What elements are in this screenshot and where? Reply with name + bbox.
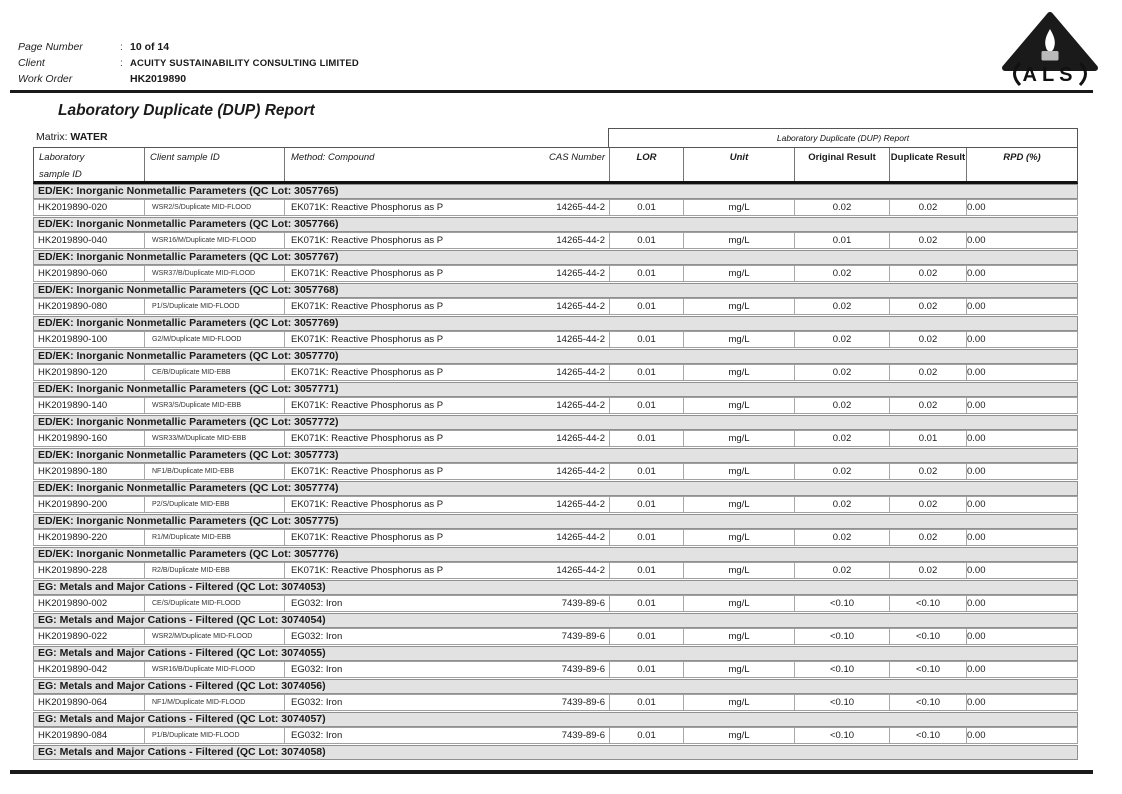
method-compound: EK071K: Reactive Phosphorus as P xyxy=(291,268,444,279)
client-sample-id: WSR33/M/Duplicate MID-EBB xyxy=(144,431,284,446)
section-header: ED/EK: Inorganic Nonmetallic Parameters (QC Lot: 3057770) xyxy=(33,349,1078,364)
page-bottom-rule xyxy=(10,770,1093,774)
section-header: EG: Metals and Major Cations - Filtered (QC Lot: 3074056) xyxy=(33,679,1078,694)
col-lab-line2: sample ID xyxy=(39,169,82,180)
report-title: Laboratory Duplicate (DUP) Report xyxy=(58,102,315,119)
section-header: ED/EK: Inorganic Nonmetallic Parameters (QC Lot: 3057771) xyxy=(33,382,1078,397)
table-row xyxy=(33,694,1078,711)
method-cell xyxy=(284,398,609,413)
lor-value: 0.01 xyxy=(609,200,683,215)
lor-value: 0.01 xyxy=(609,695,683,710)
method-compound: EG032: Iron xyxy=(291,730,343,741)
unit-value: mg/L xyxy=(683,398,794,413)
client-line xyxy=(18,54,359,70)
original-result: <0.10 xyxy=(794,728,889,743)
section-header: EG: Metals and Major Cations - Filtered (QC Lot: 3074053) xyxy=(33,580,1078,595)
section-header: ED/EK: Inorganic Nonmetallic Parameters (QC Lot: 3057767) xyxy=(33,250,1078,265)
client-sample-id: NF1/M/Duplicate MID-FLOOD xyxy=(144,695,284,710)
original-result: <0.10 xyxy=(794,662,889,677)
method-compound: EK071K: Reactive Phosphorus as P xyxy=(291,532,444,543)
header-rule xyxy=(10,90,1093,93)
method-cell xyxy=(284,266,609,281)
client-sample-id: P2/S/Duplicate MID-EBB xyxy=(144,497,284,512)
original-result: 0.02 xyxy=(794,530,889,545)
client-sample-id: NF1/B/Duplicate MID-EBB xyxy=(144,464,284,479)
section-header: ED/EK: Inorganic Nonmetallic Parameters (QC Lot: 3057773) xyxy=(33,448,1078,463)
duplicate-result: 0.01 xyxy=(889,431,966,446)
cas-number: 14265-44-2 xyxy=(556,466,605,477)
duplicate-result: <0.10 xyxy=(889,629,966,644)
method-cell xyxy=(284,629,609,644)
lor-value: 0.01 xyxy=(609,233,683,248)
lor-value: 0.01 xyxy=(609,266,683,281)
rpd-value: 0.00 xyxy=(967,367,986,378)
section-header: EG: Metals and Major Cations - Filtered (QC Lot: 3074055) xyxy=(33,646,1078,661)
unit-value: mg/L xyxy=(683,431,794,446)
lab-sample-id: HK2019890-064 xyxy=(38,697,108,708)
section-header: ED/EK: Inorganic Nonmetallic Parameters (QC Lot: 3057768) xyxy=(33,283,1078,298)
unit-value: mg/L xyxy=(683,233,794,248)
section-header: ED/EK: Inorganic Nonmetallic Parameters (QC Lot: 3057772) xyxy=(33,415,1078,430)
unit-value: mg/L xyxy=(683,299,794,314)
unit-value: mg/L xyxy=(683,365,794,380)
span-header-text: Laboratory Duplicate (DUP) Report xyxy=(776,133,910,143)
unit-value: mg/L xyxy=(683,695,794,710)
table-column-header xyxy=(33,147,1078,184)
original-result: 0.02 xyxy=(794,266,889,281)
lor-value: 0.01 xyxy=(609,563,683,578)
original-result: 0.01 xyxy=(794,233,889,248)
section-header: ED/EK: Inorganic Nonmetallic Parameters (QC Lot: 3057774) xyxy=(33,481,1078,496)
table-row xyxy=(33,628,1078,645)
table-row xyxy=(33,727,1078,744)
lab-sample-id: HK2019890-042 xyxy=(38,664,108,675)
original-result: 0.02 xyxy=(794,464,889,479)
rpd-value: 0.00 xyxy=(967,202,986,213)
client-value: ACUITY SUSTAINABILITY CONSULTING LIMITED xyxy=(130,58,359,69)
rpd-value: 0.00 xyxy=(967,631,986,642)
original-result: 0.02 xyxy=(794,365,889,380)
method-cell xyxy=(284,464,609,479)
matrix-value: WATER xyxy=(70,131,108,143)
method-cell xyxy=(284,695,609,710)
cas-number: 7439-89-6 xyxy=(561,697,605,708)
logo-burner-base-icon xyxy=(1042,51,1059,61)
cas-number: 14265-44-2 xyxy=(556,268,605,279)
page-header xyxy=(18,38,359,86)
method-compound: EG032: Iron xyxy=(291,664,343,675)
section-header: ED/EK: Inorganic Nonmetallic Parameters (QC Lot: 3057775) xyxy=(33,514,1078,529)
unit-value: mg/L xyxy=(683,662,794,677)
method-cell xyxy=(284,596,609,611)
table-span-header xyxy=(608,128,1078,147)
table-row xyxy=(33,298,1078,315)
table-row xyxy=(33,331,1078,348)
rpd-value: 0.00 xyxy=(967,532,986,543)
original-result: 0.02 xyxy=(794,200,889,215)
method-cell xyxy=(284,200,609,215)
table-row xyxy=(33,529,1078,546)
cas-number: 14265-44-2 xyxy=(556,334,605,345)
method-compound: EK071K: Reactive Phosphorus as P xyxy=(291,367,444,378)
cas-number: 14265-44-2 xyxy=(556,202,605,213)
duplicate-result: 0.02 xyxy=(889,233,966,248)
col-lab-line1: Laboratory xyxy=(39,152,85,163)
col-duplicate-result: Duplicate Result xyxy=(889,148,966,181)
als-logo-icon xyxy=(995,10,1105,90)
client-sample-id: G2/M/Duplicate MID-FLOOD xyxy=(144,332,284,347)
method-cell xyxy=(284,332,609,347)
original-result: 0.02 xyxy=(794,431,889,446)
table-row xyxy=(33,199,1078,216)
original-result: 0.02 xyxy=(794,332,889,347)
lab-sample-id: HK2019890-100 xyxy=(38,334,108,345)
lab-sample-id: HK2019890-228 xyxy=(38,565,108,576)
method-cell xyxy=(284,431,609,446)
rpd-value: 0.00 xyxy=(967,433,986,444)
unit-value: mg/L xyxy=(683,200,794,215)
logo-text: ALS xyxy=(1022,64,1078,86)
lab-sample-id: HK2019890-020 xyxy=(38,202,108,213)
page-number-line xyxy=(18,38,359,54)
cas-number: 7439-89-6 xyxy=(561,730,605,741)
method-compound: EK071K: Reactive Phosphorus as P xyxy=(291,334,444,345)
table-row xyxy=(33,430,1078,447)
lab-sample-id: HK2019890-160 xyxy=(38,433,108,444)
cas-number: 14265-44-2 xyxy=(556,565,605,576)
duplicate-result: <0.10 xyxy=(889,596,966,611)
lab-sample-id: HK2019890-180 xyxy=(38,466,108,477)
rpd-value: 0.00 xyxy=(967,598,986,609)
lor-value: 0.01 xyxy=(609,497,683,512)
client-sample-id: WSR37/B/Duplicate MID-FLOOD xyxy=(144,266,284,281)
rpd-value: 0.00 xyxy=(967,235,986,246)
method-cell xyxy=(284,563,609,578)
original-result: <0.10 xyxy=(794,695,889,710)
cas-number: 14265-44-2 xyxy=(556,367,605,378)
unit-value: mg/L xyxy=(683,266,794,281)
lor-value: 0.01 xyxy=(609,662,683,677)
duplicate-result: <0.10 xyxy=(889,662,966,677)
lab-sample-id: HK2019890-022 xyxy=(38,631,108,642)
table-row xyxy=(33,364,1078,381)
original-result: <0.10 xyxy=(794,596,889,611)
client-sample-id: P1/S/Duplicate MID-FLOOD xyxy=(144,299,284,314)
section-header: EG: Metals and Major Cations - Filtered (QC Lot: 3074054) xyxy=(33,613,1078,628)
lab-sample-id: HK2019890-120 xyxy=(38,367,108,378)
col-unit: Unit xyxy=(683,148,794,181)
duplicate-result: <0.10 xyxy=(889,728,966,743)
client-sample-id: WSR2/S/Duplicate MID-FLOOD xyxy=(144,200,284,215)
table-row xyxy=(33,496,1078,513)
client-label: Client xyxy=(18,57,45,69)
original-result: <0.10 xyxy=(794,629,889,644)
rpd-value: 0.00 xyxy=(967,466,986,477)
method-compound: EK071K: Reactive Phosphorus as P xyxy=(291,235,444,246)
duplicate-result: 0.02 xyxy=(889,299,966,314)
lor-value: 0.01 xyxy=(609,530,683,545)
section-header: ED/EK: Inorganic Nonmetallic Parameters (QC Lot: 3057766) xyxy=(33,217,1078,232)
table-sections xyxy=(33,184,1078,760)
method-compound: EK071K: Reactive Phosphorus as P xyxy=(291,400,444,411)
lor-value: 0.01 xyxy=(609,464,683,479)
client-sample-id: WSR3/S/Duplicate MID-EBB xyxy=(144,398,284,413)
cas-number: 14265-44-2 xyxy=(556,433,605,444)
cas-number: 14265-44-2 xyxy=(556,400,605,411)
duplicate-result: 0.02 xyxy=(889,530,966,545)
table-row xyxy=(33,397,1078,414)
cas-number: 7439-89-6 xyxy=(561,631,605,642)
method-compound: EG032: Iron xyxy=(291,697,343,708)
unit-value: mg/L xyxy=(683,332,794,347)
lor-value: 0.01 xyxy=(609,398,683,413)
section-header: ED/EK: Inorganic Nonmetallic Parameters (QC Lot: 3057769) xyxy=(33,316,1078,331)
matrix-line xyxy=(36,131,108,143)
col-lor: LOR xyxy=(609,148,683,181)
lab-sample-id: HK2019890-200 xyxy=(38,499,108,510)
lab-sample-id: HK2019890-002 xyxy=(38,598,108,609)
method-cell xyxy=(284,365,609,380)
client-sample-id: WSR2/M/Duplicate MID-FLOOD xyxy=(144,629,284,644)
method-cell xyxy=(284,728,609,743)
lab-sample-id: HK2019890-140 xyxy=(38,400,108,411)
rpd-value: 0.00 xyxy=(967,565,986,576)
cas-number: 14265-44-2 xyxy=(556,301,605,312)
lor-value: 0.01 xyxy=(609,431,683,446)
col-method-label: Method: Compound xyxy=(291,152,375,163)
table-row xyxy=(33,232,1078,249)
lab-sample-id: HK2019890-080 xyxy=(38,301,108,312)
client-sample-id: P1/B/Duplicate MID-FLOOD xyxy=(144,728,284,743)
lab-sample-id: HK2019890-084 xyxy=(38,730,108,741)
separator: : xyxy=(120,57,123,69)
work-order-label: Work Order xyxy=(18,73,73,85)
col-original-result: Original Result xyxy=(794,148,889,181)
lab-sample-id: HK2019890-220 xyxy=(38,532,108,543)
lor-value: 0.01 xyxy=(609,629,683,644)
matrix-label: Matrix: xyxy=(36,131,68,143)
lor-value: 0.01 xyxy=(609,299,683,314)
client-sample-id: CE/B/Duplicate MID-EBB xyxy=(144,365,284,380)
section-header: ED/EK: Inorganic Nonmetallic Parameters (QC Lot: 3057776) xyxy=(33,547,1078,562)
lor-value: 0.01 xyxy=(609,728,683,743)
client-sample-id: WSR16/M/Duplicate MID-FLOOD xyxy=(144,233,284,248)
client-sample-id: R2/B/Duplicate MID-EBB xyxy=(144,563,284,578)
rpd-value: 0.00 xyxy=(967,301,986,312)
unit-value: mg/L xyxy=(683,497,794,512)
work-order-line xyxy=(18,70,359,86)
duplicate-result: 0.02 xyxy=(889,398,966,413)
duplicate-result: 0.02 xyxy=(889,266,966,281)
section-header: ED/EK: Inorganic Nonmetallic Parameters (QC Lot: 3057765) xyxy=(33,184,1078,199)
duplicate-result: 0.02 xyxy=(889,464,966,479)
lor-value: 0.01 xyxy=(609,596,683,611)
method-cell xyxy=(284,530,609,545)
method-compound: EG032: Iron xyxy=(291,631,343,642)
lab-sample-id: HK2019890-060 xyxy=(38,268,108,279)
duplicate-result: 0.02 xyxy=(889,332,966,347)
unit-value: mg/L xyxy=(683,596,794,611)
method-cell xyxy=(284,662,609,677)
duplicate-result: 0.02 xyxy=(889,563,966,578)
rpd-value: 0.00 xyxy=(967,499,986,510)
client-sample-id: CE/S/Duplicate MID-FLOOD xyxy=(144,596,284,611)
table-row xyxy=(33,562,1078,579)
unit-value: mg/L xyxy=(683,530,794,545)
method-compound: EK071K: Reactive Phosphorus as P xyxy=(291,466,444,477)
method-cell xyxy=(284,497,609,512)
lab-sample-id: HK2019890-040 xyxy=(38,235,108,246)
method-compound: EK071K: Reactive Phosphorus as P xyxy=(291,499,444,510)
cas-number: 14265-44-2 xyxy=(556,235,605,246)
table-row xyxy=(33,265,1078,282)
unit-value: mg/L xyxy=(683,629,794,644)
cas-number: 14265-44-2 xyxy=(556,532,605,543)
method-cell xyxy=(284,299,609,314)
table-row xyxy=(33,463,1078,480)
col-method-compound xyxy=(284,148,609,181)
col-cas-number: CAS Number xyxy=(549,152,605,163)
unit-value: mg/L xyxy=(683,563,794,578)
unit-value: mg/L xyxy=(683,728,794,743)
cas-number: 7439-89-6 xyxy=(561,598,605,609)
section-header: EG: Metals and Major Cations - Filtered (QC Lot: 3074057) xyxy=(33,712,1078,727)
col-rpd: RPD (%) xyxy=(966,148,1077,181)
rpd-value: 0.00 xyxy=(967,697,986,708)
client-sample-id: WSR16/B/Duplicate MID-FLOOD xyxy=(144,662,284,677)
original-result: 0.02 xyxy=(794,563,889,578)
col-client-sample-id: Client sample ID xyxy=(144,148,284,181)
lor-value: 0.01 xyxy=(609,332,683,347)
method-cell xyxy=(284,233,609,248)
rpd-value: 0.00 xyxy=(967,334,986,345)
method-compound: EK071K: Reactive Phosphorus as P xyxy=(291,565,444,576)
page-number-label: Page Number xyxy=(18,41,83,53)
separator: : xyxy=(120,41,123,53)
rpd-value: 0.00 xyxy=(967,664,986,675)
table-row xyxy=(33,595,1078,612)
rpd-value: 0.00 xyxy=(967,400,986,411)
original-result: 0.02 xyxy=(794,299,889,314)
cas-number: 14265-44-2 xyxy=(556,499,605,510)
method-compound: EG032: Iron xyxy=(291,598,343,609)
work-order-value: HK2019890 xyxy=(130,73,187,85)
method-compound: EK071K: Reactive Phosphorus as P xyxy=(291,202,444,213)
duplicate-result: 0.02 xyxy=(889,497,966,512)
section-header: EG: Metals and Major Cations - Filtered (QC Lot: 3074058) xyxy=(33,745,1078,760)
duplicate-result: 0.02 xyxy=(889,200,966,215)
col-laboratory-sample-id xyxy=(34,148,144,181)
original-result: 0.02 xyxy=(794,398,889,413)
client-sample-id: R1/M/Duplicate MID-EBB xyxy=(144,530,284,545)
duplicate-result: <0.10 xyxy=(889,695,966,710)
original-result: 0.02 xyxy=(794,497,889,512)
method-compound: EK071K: Reactive Phosphorus as P xyxy=(291,301,444,312)
page-number-value: 10 of 14 xyxy=(130,41,170,53)
rpd-value: 0.00 xyxy=(967,730,986,741)
rpd-value: 0.00 xyxy=(967,268,986,279)
method-compound: EK071K: Reactive Phosphorus as P xyxy=(291,433,444,444)
cas-number: 7439-89-6 xyxy=(561,664,605,675)
lor-value: 0.01 xyxy=(609,365,683,380)
unit-value: mg/L xyxy=(683,464,794,479)
duplicate-result: 0.02 xyxy=(889,365,966,380)
table-row xyxy=(33,661,1078,678)
